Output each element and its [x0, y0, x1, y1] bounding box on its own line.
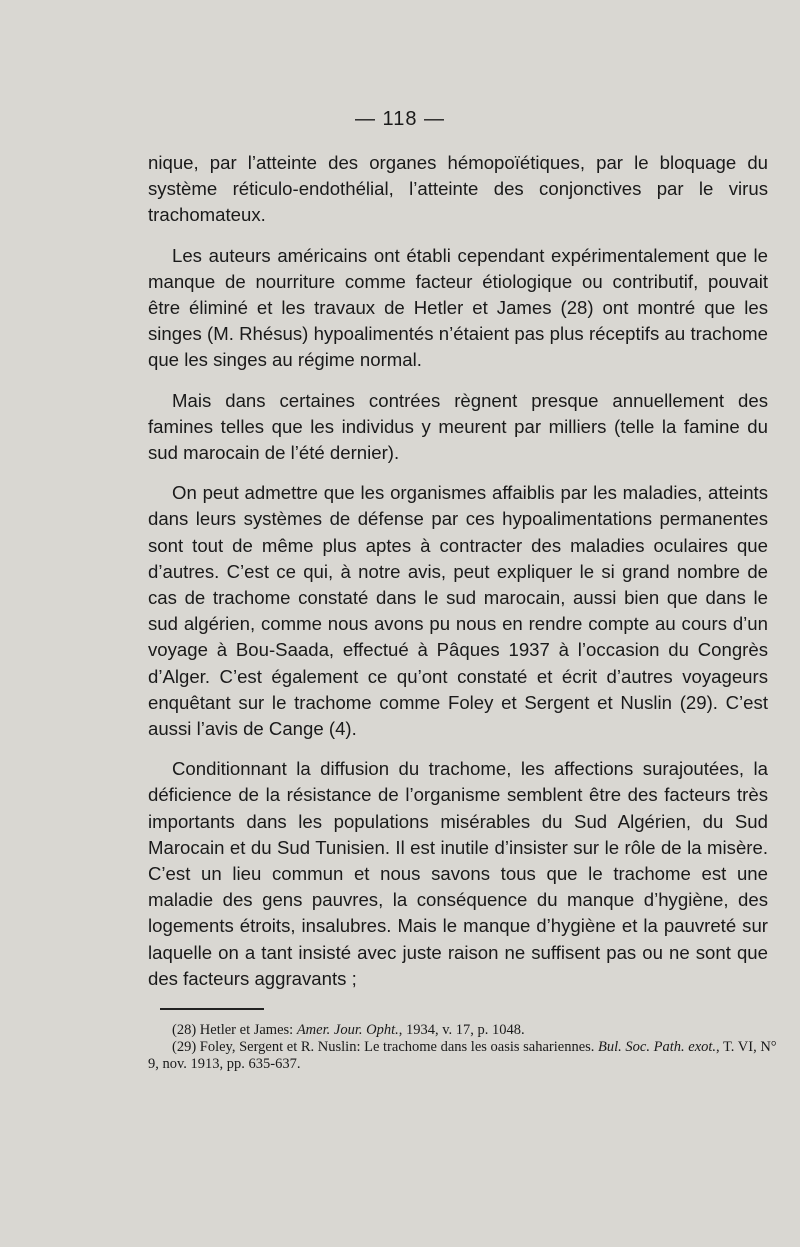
body-text — [148, 150, 768, 992]
paragraph-4: On peut admettre que les organismes affaiblis par les maladies, atteints dans leurs systèmes de défense par ces hypoalimentations permanentes sont tout de même plus aptes à contracter des maladies oculaires que d’autres. C’est ce qui, à notre avis, peut expliquer le si grand nombre de cas de trachome constaté dans le sud marocain, aussi bien que dans le sud algérien, comme nous avons pu nous en rendre compte au cours d’un voyage à Bou-Saada, effectué à Pâques 1937 à l’occasion du Congrès d’Alger. C’est également ce qu’ont constaté et écrit d’autres voyageurs enquêtant sur le trachome comme Foley et Sergent et Nuslin (29). C’est aussi l’avis de Cange (4). — [148, 482, 768, 740]
footnote-28-lead: (28) Hetler et James: — [172, 1022, 297, 1038]
footnote-28-journal: Amer. Jour. Opht. — [296, 1022, 399, 1038]
footnote-29 — [148, 1039, 788, 1073]
footnote-28-rest: , 1934, v. 17, p. 1048. — [398, 1022, 525, 1038]
paragraph-1: nique, par l’atteinte des organes hémopoïétiques, par le bloquage du système réticulo-endothélial, l’atteinte des conjonctives par le virus trachomateux. — [148, 152, 768, 226]
footnote-29-rest: , T. VI, N° 9, nov. 1913, pp. 635-637. — [148, 1039, 777, 1072]
paragraph-2: Les auteurs américains ont établi cependant expérimentalement que le manque de nourriture comme facteur étiologique ou contributif, pouvait être éliminé et les travaux de Hetler et James (28) ont montré que les singes (M. Rhésus) hypoalimentés n’étaient pas plus réceptifs au trachome que les singes au régime normal. — [148, 244, 768, 371]
footnote-29-lead: (29) Foley, Sergent et R. Nuslin: Le trachome dans les oasis sahariennes. — [172, 1039, 595, 1055]
paragraph-3: Mais dans certaines contrées règnent presque annuellement des famines telles que les individus y meurent par milliers (telle la famine du sud marocain de l’été dernier). — [148, 389, 768, 464]
footnotes — [148, 1022, 788, 1073]
footnote-29-journal: Bul. Soc. Path. exot. — [598, 1039, 717, 1055]
footnote-divider — [160, 1008, 264, 1010]
paragraph-5: Conditionnant la diffusion du trachome, les affections surajoutées, la déficience de la résistance de l’organisme semblent être des facteurs très importants dans les populations misérables du Sud Algérien, du Sud Marocain et du Sud Tunisien. Il est inutile d’insister sur le rôle de la misère. C’est un lieu commun et nous savons tous que le trachome est une maladie des gens pauvres, la conséquence du manque d’hygiène, des logements étroits, insalubres. Mais le manque d’hygiène et la pauvreté sur laquelle on a tant insisté avec juste raison ne suffisent pas ou ne sont que des facteurs aggravants ; — [148, 758, 768, 989]
footnote-28 — [148, 1022, 788, 1039]
page-number: — 118 — — [355, 108, 445, 130]
